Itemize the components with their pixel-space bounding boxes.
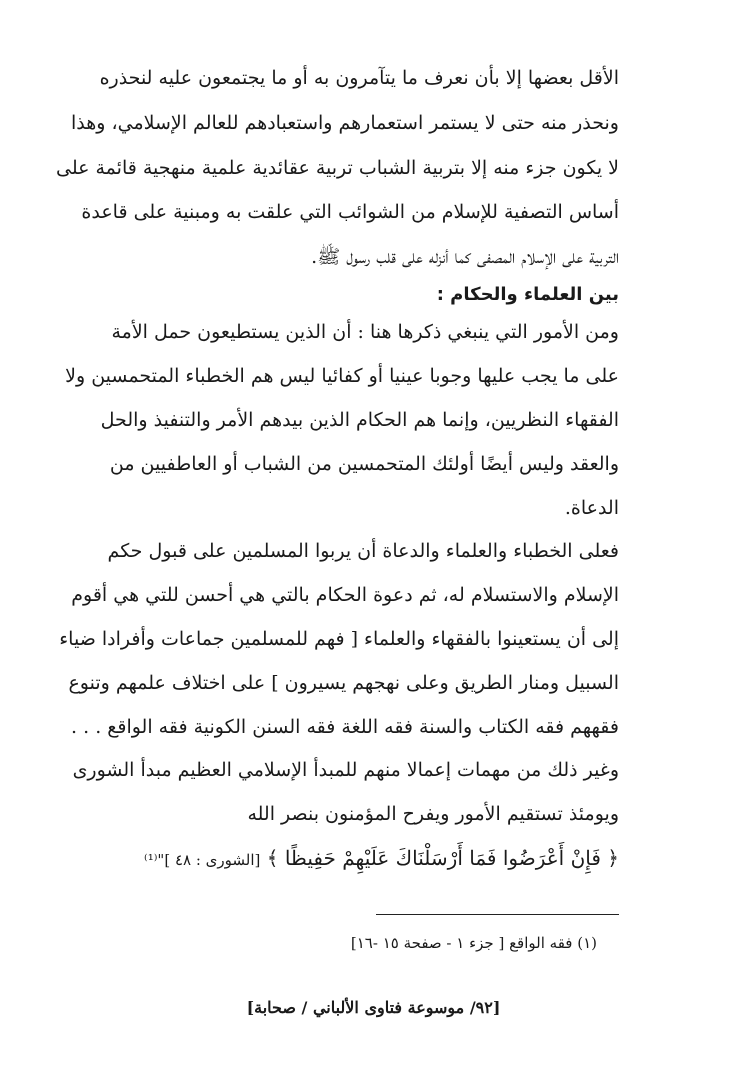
verse-reference: [الشورى : ٤٨ ]"⁽¹⁾ [144,851,261,869]
quran-verse [124,844,619,874]
text-line: أساس التصفية للإسلام من الشوائب التي علقت به ومبنية على قاعدة [81,201,619,223]
text-line: الأقل بعضها إلا بأن نعرف ما يتآمرون به أو ما يجتمعون عليه لنحذره [99,67,619,89]
text-line: فعلى الخطباء والعلماء والدعاة أن يربوا المسلمين على قبول حكم [107,540,619,562]
text-line: الدعاة. [564,497,619,519]
ornate-bracket-close: ﴾ [266,846,279,870]
text-line: والعقد وليس أيضًا أولئك المتحمسين من الشباب أو العاطفيين من [109,453,619,475]
text-line: الإسلام والاستسلام له، ثم دعوة الحكام بالتي هي أحسن للتي هي أقوم [71,584,619,606]
text-line: على ما يجب عليها وجوبا عينيا أو كفائيا ليس هم الخطباء المتحمسين ولا [65,365,619,387]
text-line: لا يكون جزء منه إلا بتربية الشباب تربية عقائدية علمية منهجية قائمة على [55,157,619,179]
footnote-divider [376,914,619,915]
page-folio: [٩٢/ موسوعة فتاوى الألباني / صحابة] [246,998,501,1017]
text-line: وغير ذلك من مهمات إعمالا منهم للمبدأ الإسلامي العظيم مبدأ الشورى [72,759,619,781]
footnote: (١) فقه الواقع [ جزء ١ - صفحة ١٥ -١٦] [350,934,597,952]
ornate-bracket-open: ﴿ [607,846,619,870]
section-heading: بين العلماء والحكام : [436,284,619,305]
text-line: ومن الأمور التي ينبغي ذكرها هنا : أن الذين يستطيعون حمل الأمة [111,321,619,343]
text-line: فقههم فقه الكتاب والسنة فقه اللغة فقه السنن الكونية فقه الواقع . . . [71,716,619,738]
text-line: ويومئذ تستقيم الأمور ويفرح المؤمنون بنصر الله [247,803,619,825]
text-line: ونحذر منه حتى لا يستمر استعمارهم واستعبادهم للعالم الإسلامي، وهذا [71,112,619,134]
text-line: الفقهاء النظريين، وإنما هم الحكام الذين بيدهم الأمر والتنفيذ والحل [100,409,619,431]
verse-text: فَإِنْ أَعْرَضُوا فَمَا أَرْسَلْنَاكَ عَلَيْهِمْ حَفِيظًا [284,846,601,870]
text-line: التربية على الإسلام المصفى كما أنزله على قلب رسول ﷺ. [311,246,619,268]
text-line: إلى أن يستعينوا بالفقهاء والعلماء [ فهم للمسلمين جماعات وأفرادا ضياء [59,628,619,650]
text-line: السبيل ومنار الطريق وعلى نهجهم يسيرون ] على اختلاف علمهم وتنوع [68,672,619,694]
